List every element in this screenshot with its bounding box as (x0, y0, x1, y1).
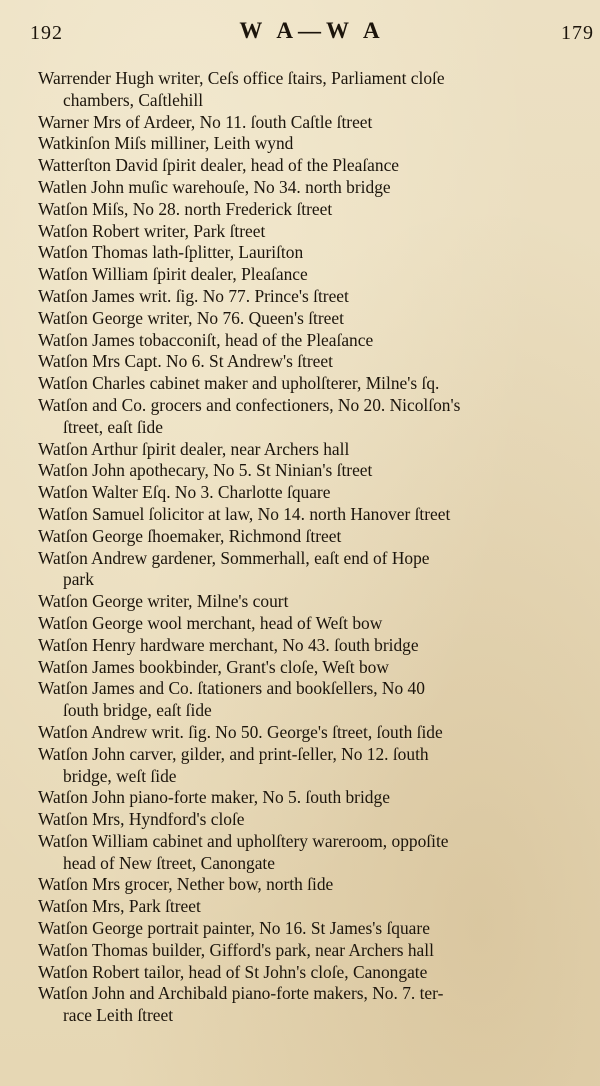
page-header (30, 18, 594, 48)
directory-entry (38, 722, 600, 744)
directory-entry (38, 548, 600, 592)
directory-entry (38, 439, 600, 461)
entry-line: Watſon John carver, gilder, and print-ſeller, No 12. ſouth (38, 743, 429, 764)
directory-entry (38, 962, 600, 984)
entry-continuation-line: ſouth bridge, eaſt ſide (63, 700, 212, 721)
directory-entry (38, 983, 600, 1027)
directory-entry (38, 112, 600, 134)
entry-line: Watſon George writer, No 76. Queen's ſtreet (38, 307, 344, 328)
directory-entry (38, 591, 600, 613)
entry-continuation-line: head of New ſtreet, Canongate (63, 852, 275, 873)
page-number-right: 179 (561, 22, 594, 44)
entry-line: Watſon Mrs grocer, Nether bow, north ſide (38, 874, 334, 895)
directory-entry (38, 155, 600, 177)
entry-line: Watſon Samuel ſolicitor at law, No 14. north Hanover ſtreet (38, 503, 451, 524)
entry-line: Watſon William cabinet and upholſtery wareroom, oppoſite (38, 830, 449, 851)
entry-line: Watſon Miſs, No 28. north Frederick ſtreet (38, 198, 333, 219)
entry-line: Watlen John muſic warehouſe, No 34. north bridge (38, 176, 391, 197)
entry-line: Watſon James bookbinder, Grant's cloſe, Weſt bow (38, 656, 389, 677)
directory-entry (38, 526, 600, 548)
directory-entry (38, 264, 600, 286)
running-head: W A—W A (239, 18, 385, 43)
directory-entry (38, 613, 600, 635)
entry-line: Watſon George portrait painter, No 16. St James's ſquare (38, 918, 430, 939)
directory-entry (38, 177, 600, 199)
directory-entry (38, 373, 600, 395)
directory-entry (38, 831, 600, 875)
entry-line: Watſon Thomas builder, Gifford's park, near Archers hall (38, 939, 434, 960)
directory-entry (38, 787, 600, 809)
entry-line: Watſon James and Co. ſtationers and bookſellers, No 40 (38, 678, 425, 699)
entry-line: Watſon John and Archibald piano-forte makers, No. 7. ter- (38, 983, 444, 1004)
entry-line: Watſon Henry hardware merchant, No 43. ſouth bridge (38, 634, 419, 655)
entry-line: Warrender Hugh writer, Ceſs office ſtairs, Parliament cloſe (38, 68, 445, 88)
directory-entry (38, 330, 600, 352)
entry-continuation-line: ſtreet, eaſt ſide (63, 416, 163, 437)
directory-entry (38, 896, 600, 918)
entry-line: Watſon Thomas lath-ſplitter, Lauriſton (38, 242, 304, 263)
directory-entry (38, 351, 600, 373)
entry-line: Watſon Andrew writ. ſig. No 50. George's ſtreet, ſouth ſide (38, 721, 443, 742)
entry-line: Watſon Robert writer, Park ſtreet (38, 220, 266, 241)
entry-line: Watſon William ſpirit dealer, Pleaſance (38, 264, 308, 285)
directory-entry (38, 133, 600, 155)
directory-entry (38, 68, 600, 112)
entry-line: Watſon John piano-forte maker, No 5. ſouth bridge (38, 787, 390, 808)
entry-line: Watſon Charles cabinet maker and upholſterer, Milne's ſq. (38, 373, 440, 394)
entry-line: Watſon Andrew gardener, Sommerhall, eaſt end of Hope (38, 547, 430, 568)
entry-continuation-line: park (63, 569, 94, 590)
entry-line: Watſon Walter Eſq. No 3. Charlotte ſquare (38, 482, 331, 503)
entry-line: Watſon Mrs Capt. No 6. St Andrew's ſtreet (38, 351, 333, 372)
entry-line: Watſon James writ. ſig. No 77. Prince's ſtreet (38, 285, 349, 306)
entry-continuation-line: chambers, Caſtlehill (63, 89, 204, 110)
page-number-left: 192 (30, 22, 63, 44)
entry-line: Watterſton David ſpirit dealer, head of the Pleaſance (38, 155, 400, 176)
entry-line: Watſon George ſhoemaker, Richmond ſtreet (38, 525, 342, 546)
directory-entry (38, 221, 600, 243)
directory-entry (38, 395, 600, 439)
directory-entry (38, 242, 600, 264)
directory-entry (38, 635, 600, 657)
directory-entries (38, 68, 600, 1027)
entry-line: Watſon and Co. grocers and confectioners, No 20. Nicolſon's (38, 394, 461, 415)
entry-continuation-line: bridge, weſt ſide (63, 765, 177, 786)
directory-entry (38, 874, 600, 896)
directory-entry (38, 744, 600, 788)
directory-entry (38, 504, 600, 526)
directory-entry (38, 286, 600, 308)
directory-entry (38, 199, 600, 221)
entry-line: Watſon Mrs, Hyndford's cloſe (38, 809, 245, 830)
entry-line: Watſon Arthur ſpirit dealer, near Archers hall (38, 438, 350, 459)
entry-line: Warner Mrs of Ardeer, No 11. ſouth Caſtle ſtreet (38, 111, 373, 132)
directory-entry (38, 308, 600, 330)
entry-continuation-line: race Leith ſtreet (63, 1005, 174, 1026)
directory-entry (38, 460, 600, 482)
entry-line: Watſon George writer, Milne's court (38, 591, 289, 612)
entry-line: Watſon Mrs, Park ſtreet (38, 896, 201, 917)
entry-line: Watſon Robert tailor, head of St John's cloſe, Canongate (38, 961, 428, 982)
directory-entry (38, 918, 600, 940)
directory-entry (38, 657, 600, 679)
directory-entry (38, 809, 600, 831)
entry-line: Watſon George wool merchant, head of Weſt bow (38, 612, 383, 633)
directory-entry (38, 940, 600, 962)
directory-entry (38, 678, 600, 722)
entry-line: Watſon John apothecary, No 5. St Ninian's ſtreet (38, 460, 373, 481)
entry-line: Watkinſon Miſs milliner, Leith wynd (38, 133, 294, 154)
directory-entry (38, 482, 600, 504)
entry-line: Watſon James tobacconiſt, head of the Pleaſance (38, 329, 374, 350)
